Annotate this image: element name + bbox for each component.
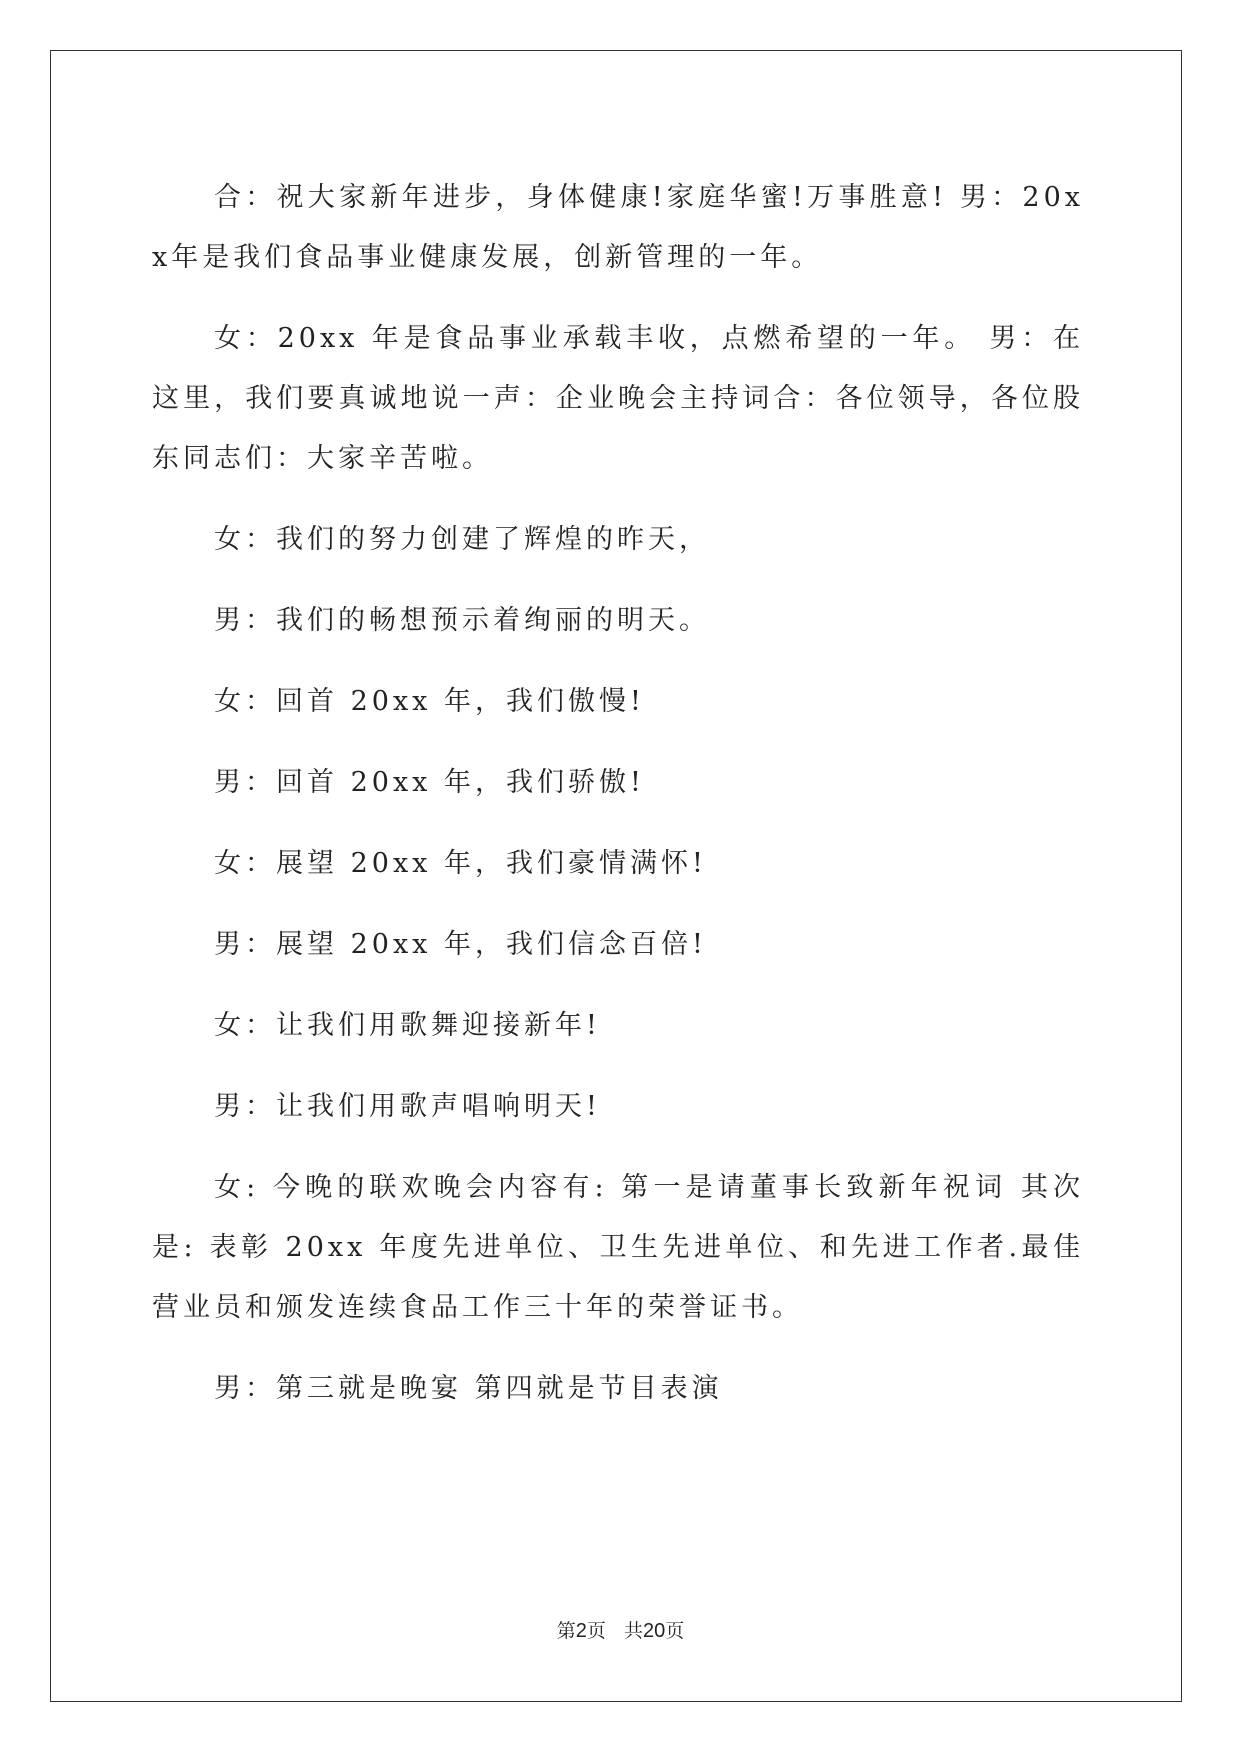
total-page-count: 20 bbox=[642, 1620, 666, 1642]
paragraph: 男：展望 20xx 年，我们信念百倍! bbox=[214, 929, 707, 960]
page-footer bbox=[0, 1616, 1241, 1643]
paragraph: 女: 今晚的联欢晚会内容有: 第一是请董事长致新年祝词 其次是: 表彰 20xx 年度先进单位、卫生先进单位、和先进工作者.最佳营业员和颁发连续食品工作三十年的荣誉证书。 bbox=[152, 1172, 1084, 1323]
paragraph: 男：我们的畅想预示着绚丽的明天。 bbox=[214, 605, 710, 636]
paragraph: 男：第三就是晚宴 第四就是节目表演 bbox=[214, 1373, 723, 1404]
current-page-number: 2 bbox=[575, 1620, 587, 1642]
paragraph: 男：让我们用歌声唱响明天! bbox=[214, 1091, 601, 1122]
paragraph: 女：回首 20xx 年，我们傲慢! bbox=[214, 686, 645, 717]
paragraph: 女：20xx 年是食品事业承载丰收，点燃希望的一年。 男：在这里，我们要真诚地说一声：企业晚会主持词合：各位领导，各位股东同志们：大家辛苦啦。 bbox=[152, 323, 1084, 474]
footer-total-prefix: 共 bbox=[623, 1620, 643, 1642]
footer-page-suffix: 页 bbox=[586, 1620, 606, 1642]
paragraph: 女：让我们用歌舞迎接新年! bbox=[214, 1010, 601, 1041]
paragraph: 女：展望 20xx 年，我们豪情满怀! bbox=[214, 848, 707, 879]
document-body bbox=[152, 168, 1084, 1440]
footer-prefix: 第 bbox=[556, 1620, 576, 1642]
paragraph: 合：祝大家新年进步，身体健康!家庭华蜜!万事胜意! 男：20xx年是我们食品事业健康发展，创新管理的一年。 bbox=[152, 182, 1084, 273]
footer-total-suffix: 页 bbox=[665, 1620, 685, 1642]
paragraph: 女：我们的努力创建了辉煌的昨天， bbox=[214, 524, 710, 555]
paragraph: 男：回首 20xx 年，我们骄傲! bbox=[214, 767, 645, 798]
